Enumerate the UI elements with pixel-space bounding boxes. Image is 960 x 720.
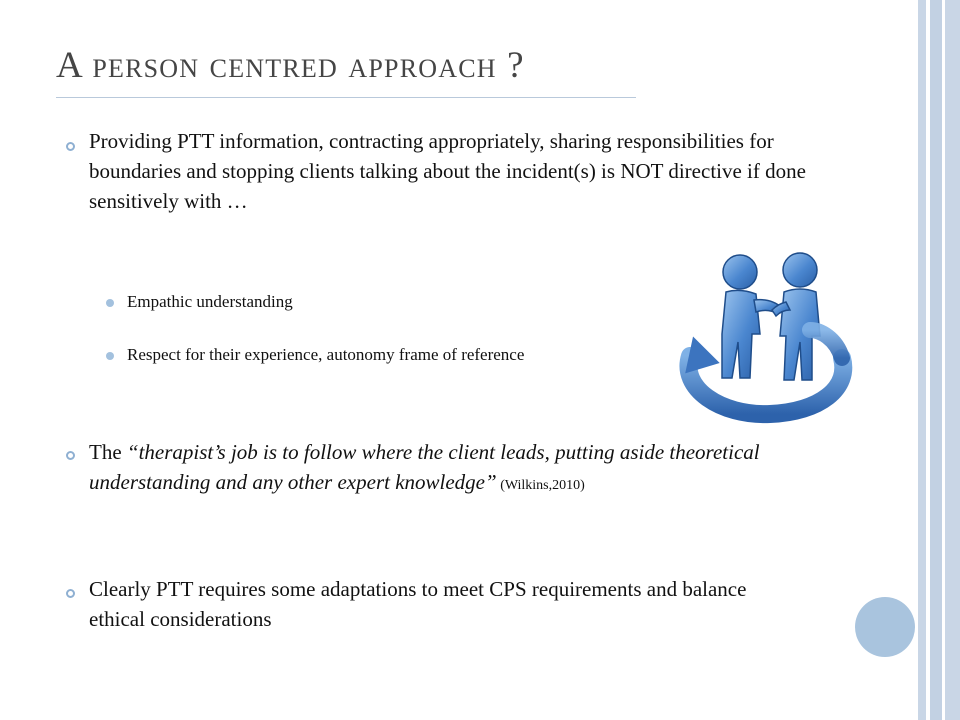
bullet-marker xyxy=(66,451,75,460)
bullet-marker xyxy=(66,142,75,151)
quote-prefix: The xyxy=(89,440,127,464)
quote-text: “therapist’s job is to follow where the client leads, putting aside theoretical understanding and any other expert knowledge” xyxy=(89,440,760,494)
decorative-circle xyxy=(855,597,915,657)
right-stripe xyxy=(945,0,960,720)
citation: (Wilkins,2010) xyxy=(496,478,585,493)
quote-paragraph xyxy=(89,437,789,501)
sub-bullet-marker xyxy=(106,352,114,360)
bullet-text: Clearly PTT requires some adaptations to meet CPS requirements and balance ethical considerations xyxy=(89,577,747,631)
slide-title: A person centred approach ? xyxy=(56,45,525,86)
sub-bullet-marker xyxy=(106,299,114,307)
sub-bullet-text: Empathic understanding xyxy=(127,292,293,311)
title-divider xyxy=(56,97,636,98)
handshake-people-icon xyxy=(660,238,864,434)
right-stripe xyxy=(918,0,926,720)
bullet-text: Providing PTT information, contracting appropriately, sharing responsibilities for boundaries and stopping clients talking about the incident(s) is NOT directive if done sensitively with … xyxy=(89,129,806,213)
sub-bullet-text: Respect for their experience, autonomy frame of reference xyxy=(127,345,525,364)
bullet-marker xyxy=(66,589,75,598)
right-stripe xyxy=(930,0,942,720)
